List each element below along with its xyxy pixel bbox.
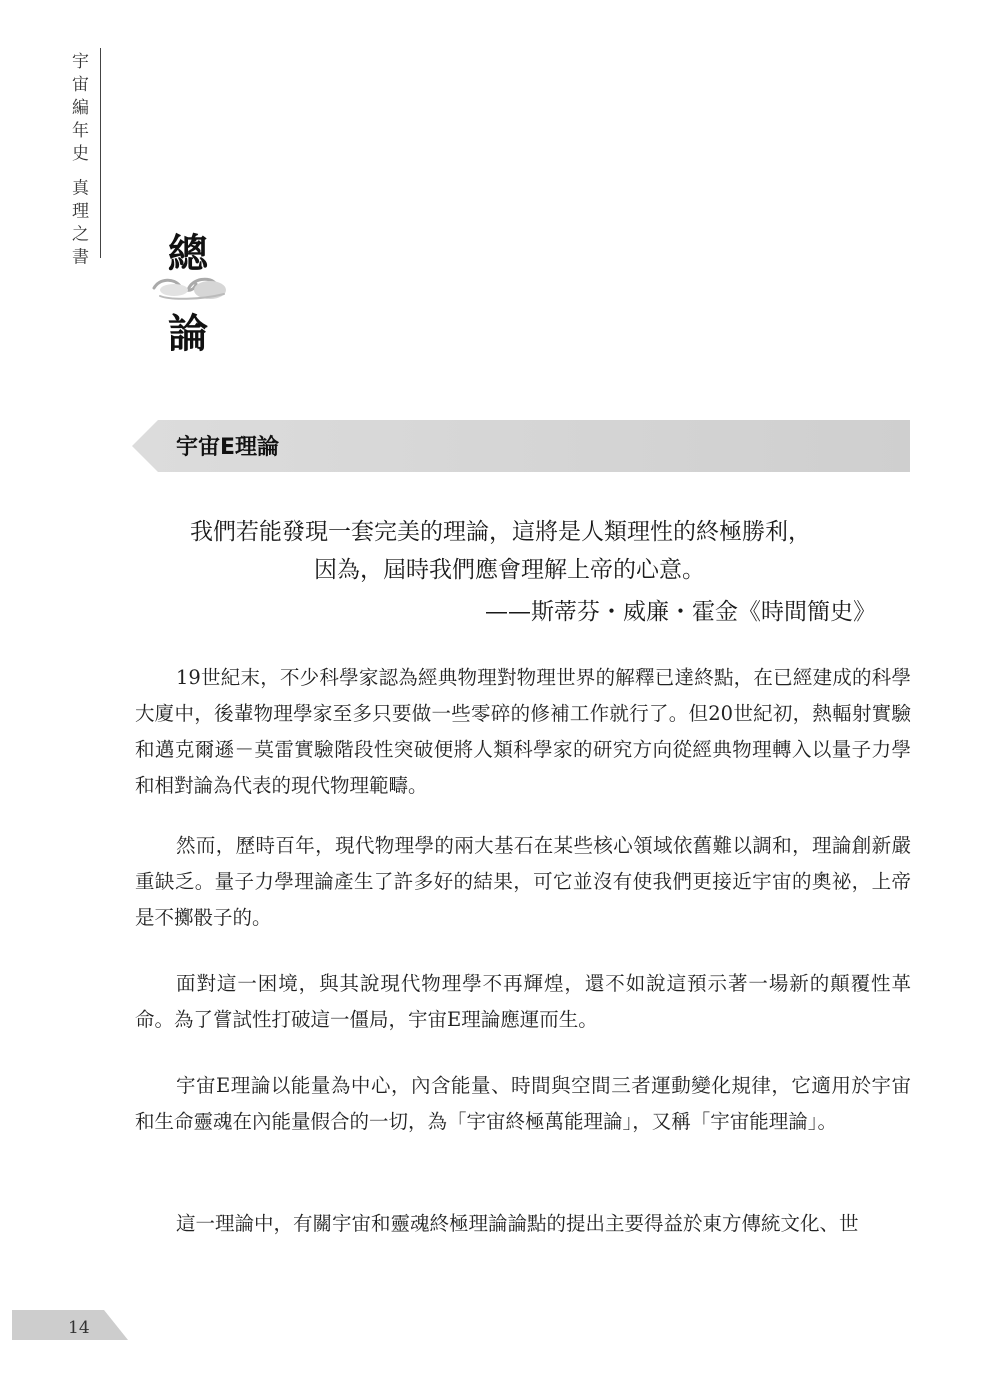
section-title: 宇宙E理論 [176, 435, 280, 460]
section-banner [132, 420, 910, 472]
epigraph-line-1: 我們若能發現一套完美的理論，這將是人類理性的終極勝利， [190, 519, 811, 545]
chapter-title-char-2: 論 [168, 311, 208, 357]
paragraph: 然而，歷時百年，現代物理學的兩大基石在某些核心領域依舊難以調和，理論創新嚴重缺乏。量子力學理論產生了許多好的結果，可它並沒有使我們更接近宇宙的奧祕，上帝是不擲骰子的。 [135, 834, 911, 929]
running-title-divider [100, 48, 101, 258]
cloud-ornament-icon [150, 268, 230, 302]
epigraph-attribution: ——斯蒂芬・威廉・霍金《時間簡史》 [485, 599, 876, 625]
paragraph: 這一理論中，有關宇宙和靈魂終極理論論點的提出主要得益於東方傳統文化、世 [176, 1212, 859, 1235]
chapter-title-char-1: 總 [168, 231, 208, 277]
paragraph: 面對這一困境，與其說現代物理學不再輝煌，還不如說這預示著一場新的顛覆性革命。為了嘗試性打破這一僵局，宇宙E理論應運而生。 [135, 972, 911, 1031]
epigraph-line-2: 因為，屆時我們應會理解上帝的心意。 [314, 557, 705, 583]
running-title: 宇宙編年史 真理之書 [68, 52, 88, 271]
page-number: 14 [68, 1318, 90, 1338]
paragraph: 19世紀末，不少科學家認為經典物理對物理世界的解釋已達終點，在已經建成的科學大廈中，後輩物理學家至多只要做一些零碎的修補工作就行了。但20世紀初，熱輻射實驗和邁克爾遜－莫雷實驗階段性突破便將人類科學家的研究方向從經典物理轉入以量子力學和相對論為代表的現代物理範疇。 [135, 666, 911, 797]
paragraph: 宇宙E理論以能量為中心，內含能量、時間與空間三者運動變化規律，它適用於宇宙和生命靈魂在內能量假合的一切，為「宇宙終極萬能理論」，又稱「宇宙能理論」。 [135, 1074, 911, 1133]
